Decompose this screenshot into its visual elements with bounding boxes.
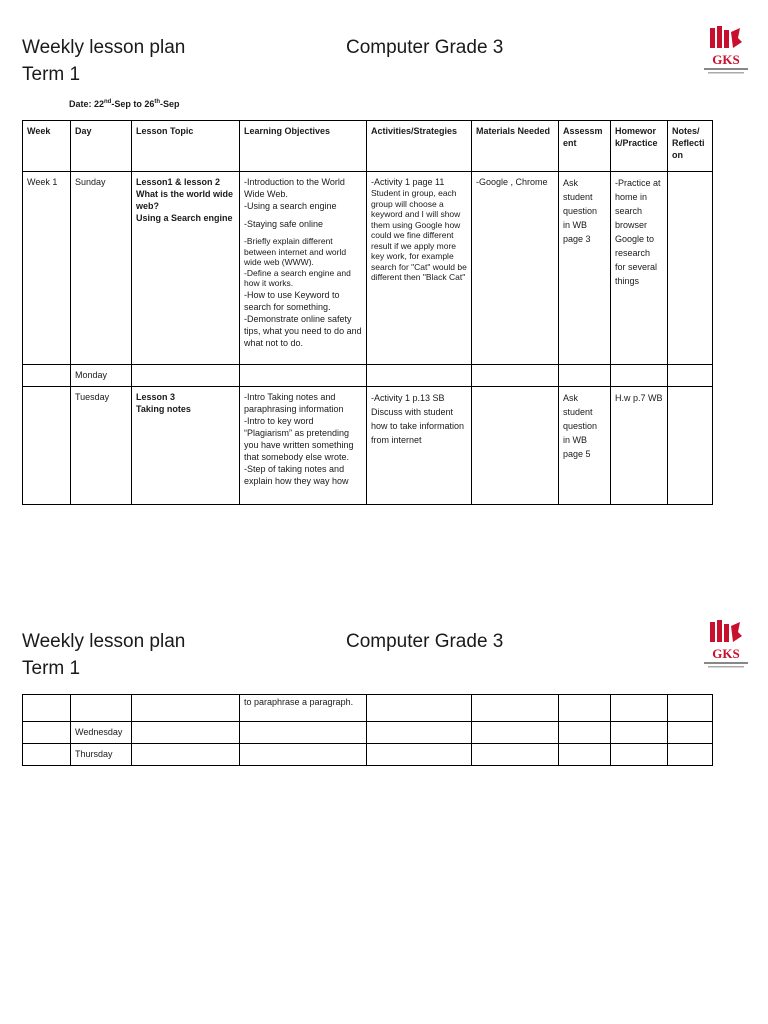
cell-learning-objectives: -Intro Taking notes and paraphrasing information -Intro to key word “Plagiarism” as pretending you have written something that somebody else wrote. -Step of taking notes and explain how they way how [240,387,367,505]
header-week: Week [23,121,71,172]
header-lesson-topic: Lesson Topic [132,121,240,172]
cell-notes [668,172,713,365]
header-day: Day [71,121,132,172]
cell-homework: H.w p.7 WB [611,387,668,505]
page-title-left: Weekly lesson plan [22,37,186,58]
header-learning-objectives: Learning Objectives [240,121,367,172]
school-logo [700,24,752,76]
term-label: Term 1 [22,64,81,85]
cell-activities: -Activity 1 p.13 SB Discuss with student how to take information from internet [367,387,472,505]
table-row-wednesday [23,722,713,744]
header-assessment: Assessm ent [559,121,611,172]
cell-learning-objectives: to paraphrase a paragraph. [240,695,367,722]
page2-term-label: Term 1 [22,658,81,679]
cell-lesson-topic: Lesson1 & lesson 2 What is the world wide web? Using a Search engine [132,172,240,365]
table-row-tuesday [23,387,713,505]
lesson-plan-table-continued [22,694,713,766]
header-materials: Materials Needed [472,121,559,172]
cell-assessment: Ask student question in WB page 3 [559,172,611,365]
cell-day: Monday [71,365,132,387]
header-homework: Homewor k/Practice [611,121,668,172]
cell-day: Tuesday [71,387,132,505]
table-row-thursday [23,744,713,766]
cell-lesson-topic: Lesson 3 Taking notes [132,387,240,505]
page2-title-left: Weekly lesson plan [22,631,186,652]
cell-materials: -Google , Chrome [472,172,559,365]
page-title-right: Computer Grade 3 [346,37,504,58]
table-row-continued [23,695,713,722]
logo-text: GKS [712,646,740,661]
cell-day: Sunday [71,172,132,365]
page2-title-right: Computer Grade 3 [346,631,504,652]
table-header-row [23,121,713,172]
lesson-plan-table [22,120,713,505]
header-notes: Notes/ Reflecti on [668,121,713,172]
cell-day: Thursday [71,744,132,766]
header-activities: Activities/Strategies [367,121,472,172]
table-row-sunday [23,172,713,365]
table-row-monday [23,365,713,387]
date-range: Date: 22nd-Sep to 26th-Sep [69,99,180,109]
cell-assessment: Ask student question in WB page 5 [559,387,611,505]
school-logo [700,618,752,670]
cell-learning-objectives: -Introduction to the World Wide Web. -Using a search engine -Staying safe online -Briefly explain different between internet and world wide web (WWW). -Define a search engine and how it works. -How to use Keyword to search for something. -Demonstrate online safety tips, what you need to do and what not to do. [240,172,367,365]
cell-day: Wednesday [71,722,132,744]
cell-week: Week 1 [23,172,71,365]
cell-homework: -Practice at home in search browser Google to research for several things [611,172,668,365]
cell-activities: -Activity 1 page 11 Student in group, each group will choose a keyword and I will show them using Google how could we fine different result if we apply more key work, for example search for "Cat" would be different then "Black Cat" [367,172,472,365]
logo-text: GKS [712,52,740,67]
